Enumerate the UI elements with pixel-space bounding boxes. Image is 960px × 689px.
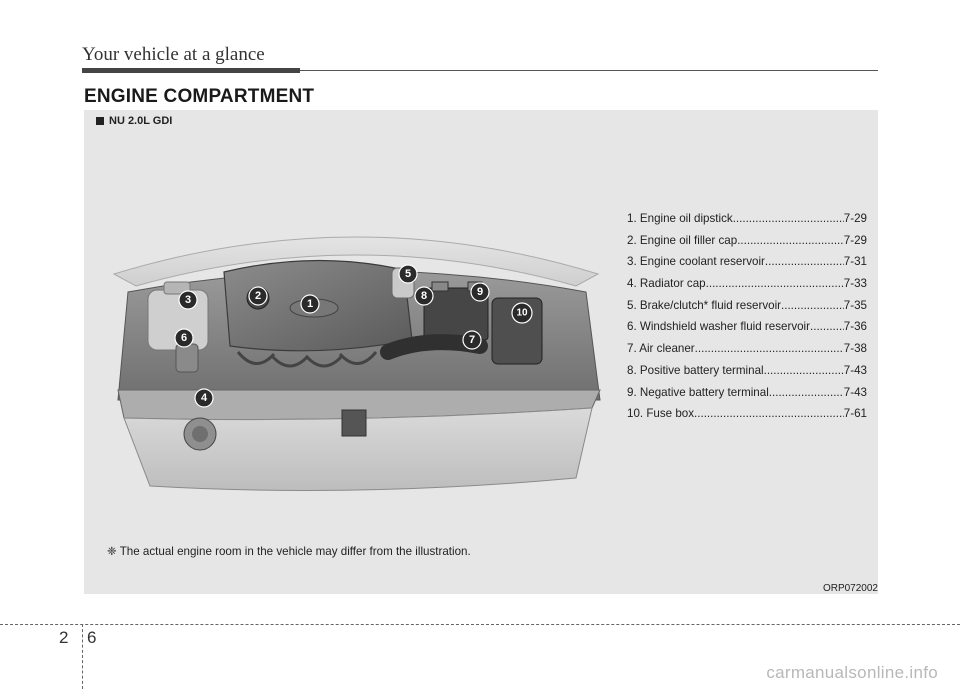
legend-item: 1. Engine oil dipstick ..... 7-29 <box>627 208 867 230</box>
page-chapter: 2 <box>59 628 69 647</box>
callout-3 <box>179 291 197 309</box>
legend-item: 8. Positive battery terminal ..... 7-43 <box>627 360 867 382</box>
watermark: carmanualsonline.info <box>766 663 938 682</box>
header-rule-thin <box>300 70 878 71</box>
header-rule <box>82 68 300 73</box>
svg-text:10: 10 <box>516 307 528 319</box>
figure-panel <box>84 110 878 594</box>
callout-1 <box>301 295 319 313</box>
svg-text:2: 2 <box>254 290 262 302</box>
callout-2 <box>249 287 267 305</box>
legend-item: 7. Air cleaner ..... 7-38 <box>627 338 867 360</box>
parts-legend <box>627 208 867 425</box>
legend-item: 4. Radiator cap ..... 7-33 <box>627 273 867 295</box>
svg-text:4: 4 <box>200 392 208 404</box>
square-bullet-icon <box>96 117 104 125</box>
illustration-note: ❈ The actual engine room in the vehicle may differ from the illustration. <box>107 545 471 558</box>
footer-divider <box>82 624 83 689</box>
legend-item: 9. Negative battery terminal ..... 7-43 <box>627 382 867 404</box>
svg-text:7: 7 <box>468 334 476 346</box>
svg-text:6: 6 <box>180 332 188 344</box>
header-title: Your vehicle at a glance <box>82 44 265 65</box>
section-title: ENGINE COMPARTMENT <box>84 86 315 107</box>
callout-5 <box>399 265 417 283</box>
engine-label-text: NU 2.0L GDI <box>109 115 173 127</box>
svg-text:3: 3 <box>184 294 192 306</box>
callout-4 <box>195 389 213 407</box>
legend-item: 2. Engine oil filler cap ..... 7-29 <box>627 230 867 252</box>
engine-label <box>96 115 172 127</box>
image-code: ORP072002 <box>822 583 878 594</box>
legend-item: 5. Brake/clutch* fluid reservoir ..... 7-35 <box>627 295 867 317</box>
callout-7 <box>463 331 481 349</box>
footer-rule <box>0 624 960 625</box>
svg-text:9: 9 <box>476 286 484 298</box>
svg-text:1: 1 <box>306 298 314 310</box>
legend-item: 10. Fuse box ..... 7-61 <box>627 403 867 425</box>
engine-compartment-illustration <box>106 212 616 512</box>
callout-6 <box>175 329 193 347</box>
page-number: 6 <box>87 628 97 647</box>
svg-text:8: 8 <box>420 290 428 302</box>
callout-10 <box>512 303 532 323</box>
legend-item: 3. Engine coolant reservoir ..... 7-31 <box>627 251 867 273</box>
legend-item: 6. Windshield washer fluid reservoir ..... 7-36 <box>627 316 867 338</box>
callout-8 <box>415 287 433 305</box>
callout-9 <box>471 283 489 301</box>
svg-text:5: 5 <box>404 268 412 280</box>
